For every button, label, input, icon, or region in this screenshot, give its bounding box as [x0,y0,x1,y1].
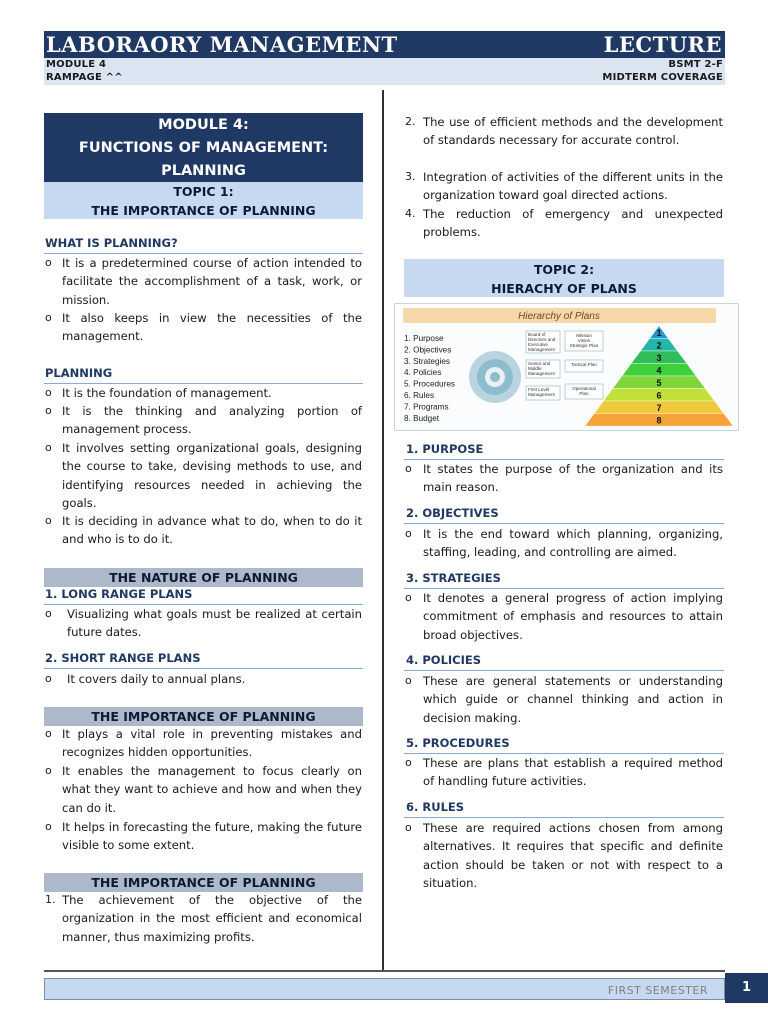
management-level-label: Management [528,347,555,352]
header-subbar [44,58,725,85]
management-level-label: Management [528,392,555,397]
hierarchy-diagram [395,304,740,432]
list-item [405,589,723,644]
bullet: o [45,441,52,454]
list-item [45,670,362,688]
module-title-line3: PLANNING [161,163,246,179]
header-rampage: RAMPAGE ^^ [46,72,123,83]
management-levels [526,331,560,400]
plans-list-item: 3. Strategies [404,356,450,366]
module-title-line1: MODULE 4: [158,117,249,133]
management-level-label: Directors and [528,337,556,342]
bullet: o [405,462,412,475]
topic2-line1: TOPIC 2: [533,262,595,277]
list-item [45,605,362,642]
plan-heading: 5. PROCEDURES [406,736,510,750]
list-item-text: It also keeps in view the necessities of the management. [62,311,362,344]
item-number: 2. [405,115,416,128]
column-divider [382,90,384,970]
topic1-line1: TOPIC 1: [173,184,234,199]
list-item-text: It denotes a general progress of action implying commitment of emphasis and resources to attain broad objectives. [423,591,723,642]
footer-rule [44,970,725,972]
list-item [45,309,362,346]
nature-heading: THE NATURE OF PLANNING [44,568,363,587]
list-item [45,439,362,513]
list-item [45,762,362,817]
section-rule [44,668,363,669]
plans-list-item: 6. Rules [404,391,435,400]
list-item-text: These are required actions chosen from among alternatives. It requires that specific and definite action should be taken or not with respect to a situation. [423,821,723,891]
management-level-label: Executive [528,342,548,347]
list-item-text: It is the thinking and analyzing portion of management process. [62,404,362,437]
list-item-text: These are plans that establish a required method of handling future activities. [423,756,723,789]
footer-semester: FIRST SEMESTER [607,984,708,997]
list-item [405,819,723,893]
pyramid-level-number: 7 [656,403,662,413]
module-title-box [44,113,363,182]
bullet: o [45,311,52,324]
section-rule [404,670,724,671]
list-item [405,525,723,562]
list-item [45,818,362,855]
numbered-item [405,205,723,242]
target-center [490,372,500,382]
bullet: o [405,527,412,540]
list-item-text: It is a predetermined course of action intended to facilitate the accomplishment of a task, work, or mission. [62,256,362,307]
item-number: 1. [45,893,56,906]
plan-type-label: Vision [577,338,591,343]
bullet: o [45,727,52,740]
pyramid-level-number: 6 [656,390,662,401]
item-number: 3. [405,170,416,183]
plans-list-item: 1. Purpose [404,334,444,343]
bullet: o [45,607,52,620]
plan-type-label: Mission [576,333,592,338]
bullet: o [45,672,52,685]
planning-heading: PLANNING [45,366,113,380]
list-item-text: These are general statements or understanding which guide or channel thinking and action in decision making. [423,674,723,725]
plan-heading: 2. OBJECTIVES [406,506,499,520]
plan-type-label: Tactical Plan [571,362,597,367]
bullet: o [45,514,52,527]
list-item [45,512,362,549]
importance-heading-2: THE IMPORTANCE OF PLANNING [44,873,363,892]
pyramid-level-number: 8 [656,415,662,426]
page-number: 1 [725,973,768,1003]
management-level-label: Management [528,371,555,376]
header-module: MODULE 4 [46,59,107,70]
bullet: o [405,674,412,687]
numbered-item [405,113,723,150]
list-item [405,672,723,727]
plan-heading: 3. STRATEGIES [406,571,501,585]
numbered-item [45,891,362,946]
numbered-item-text: The use of efficient methods and the development of standards necessary for accurate control. [423,115,723,148]
bullet: o [45,820,52,833]
list-item [45,725,362,762]
pyramid-level-number: 2 [656,340,662,351]
topic2-box [404,259,724,297]
plan-types [565,331,603,399]
numbered-item-text: Integration of activities of the different units in the organization toward goal directed actions. [423,170,723,203]
bullet: o [405,756,412,769]
list-item-text: It covers daily to annual plans. [67,672,246,686]
header-lecture: LECTURE [603,32,722,57]
topic1-line2: THE IMPORTANCE OF PLANNING [91,203,316,218]
plans-list-item: 7. Programs [404,402,449,412]
list-item [45,254,362,309]
header-coverage: MIDTERM COVERAGE [602,72,723,83]
bullet: o [405,591,412,604]
list-item [405,754,723,791]
pyramid-level-number: 1 [656,328,662,338]
list-item [45,384,362,402]
header-section: BSMT 2-F [668,59,723,70]
management-level-label: First Level [528,387,550,392]
short-range-heading: 2. SHORT RANGE PLANS [45,651,201,665]
list-item-text: It involves setting organizational goals, designing the course to take, devising methods to use, and identifying resources needed in achieving the goals. [62,441,362,511]
bullet: o [45,256,52,269]
plans-list-item: 4. Policies [404,368,442,378]
topic2-line2: HIERACHY OF PLANS [491,281,637,296]
plan-type-label: Operational [572,386,596,391]
management-level-label: Board of [528,332,546,337]
importance-heading-1: THE IMPORTANCE OF PLANNING [44,707,363,726]
numbered-item-text: The achievement of the objective of the organization in the most efficient and economical manner, thus maximizing profits. [62,893,362,944]
long-range-heading: 1. LONG RANGE PLANS [45,587,193,601]
target-icon [469,351,521,403]
hierarchy-of-plans-figure [394,303,739,431]
list-item [45,402,362,439]
list-item-text: It plays a vital role in preventing mistakes and recognizes hidden opportunities. [62,727,362,760]
plans-list-item: 5. Procedures [404,379,455,389]
list-item-text: It is the foundation of management. [62,386,272,400]
plan-heading: 4. POLICIES [406,653,482,667]
bullet: o [45,404,52,417]
pyramid [585,326,733,426]
list-item-text: It is the end toward which planning, organizing, staffing, leading, and controlling are aimed. [423,527,723,560]
list-item-text: It states the purpose of the organization and its main reason. [423,462,723,495]
figure-title: Hierarchy of Plans [518,311,600,322]
management-level-label: Senior and [528,361,551,366]
bullet: o [405,821,412,834]
plans-list-item: 8. Budget [404,413,440,423]
plan-heading: 1. PURPOSE [406,442,484,456]
list-item [405,460,723,497]
module-title-line2: FUNCTIONS OF MANAGEMENT: [78,140,329,156]
list-item-text: It enables the management to focus clearly on what they want to achieve and how and when they can do it. [62,764,362,815]
bullet: o [45,386,52,399]
section-rule [404,817,724,818]
pyramid-level-number: 5 [656,378,662,388]
plans-list [404,334,455,423]
topic1-box [44,182,363,219]
numbered-item [405,168,723,205]
plan-type-label: Strategic Plan [569,343,599,348]
management-level-label: Middle [528,366,542,371]
plans-list-item: 2. Objectives [404,345,452,355]
plan-type-label: Plan [579,391,589,396]
pyramid-level-number: 4 [656,365,662,376]
list-item-text: Visualizing what goals must be realized at certain future dates. [67,607,362,640]
item-number: 4. [405,207,416,220]
what-is-planning-heading: WHAT IS PLANNING? [45,236,178,250]
pyramid-level-number: 3 [656,353,662,363]
list-item-text: It helps in forecasting the future, making the future visible to some extent. [62,820,362,853]
section-rule [404,523,724,524]
bullet: o [45,764,52,777]
plan-heading: 6. RULES [406,800,465,814]
header-title: LABORAORY MANAGEMENT [46,32,398,57]
list-item-text: It is deciding in advance what to do, when to do it and who is to do it. [62,514,362,547]
numbered-item-text: The reduction of emergency and unexpected problems. [423,207,723,240]
